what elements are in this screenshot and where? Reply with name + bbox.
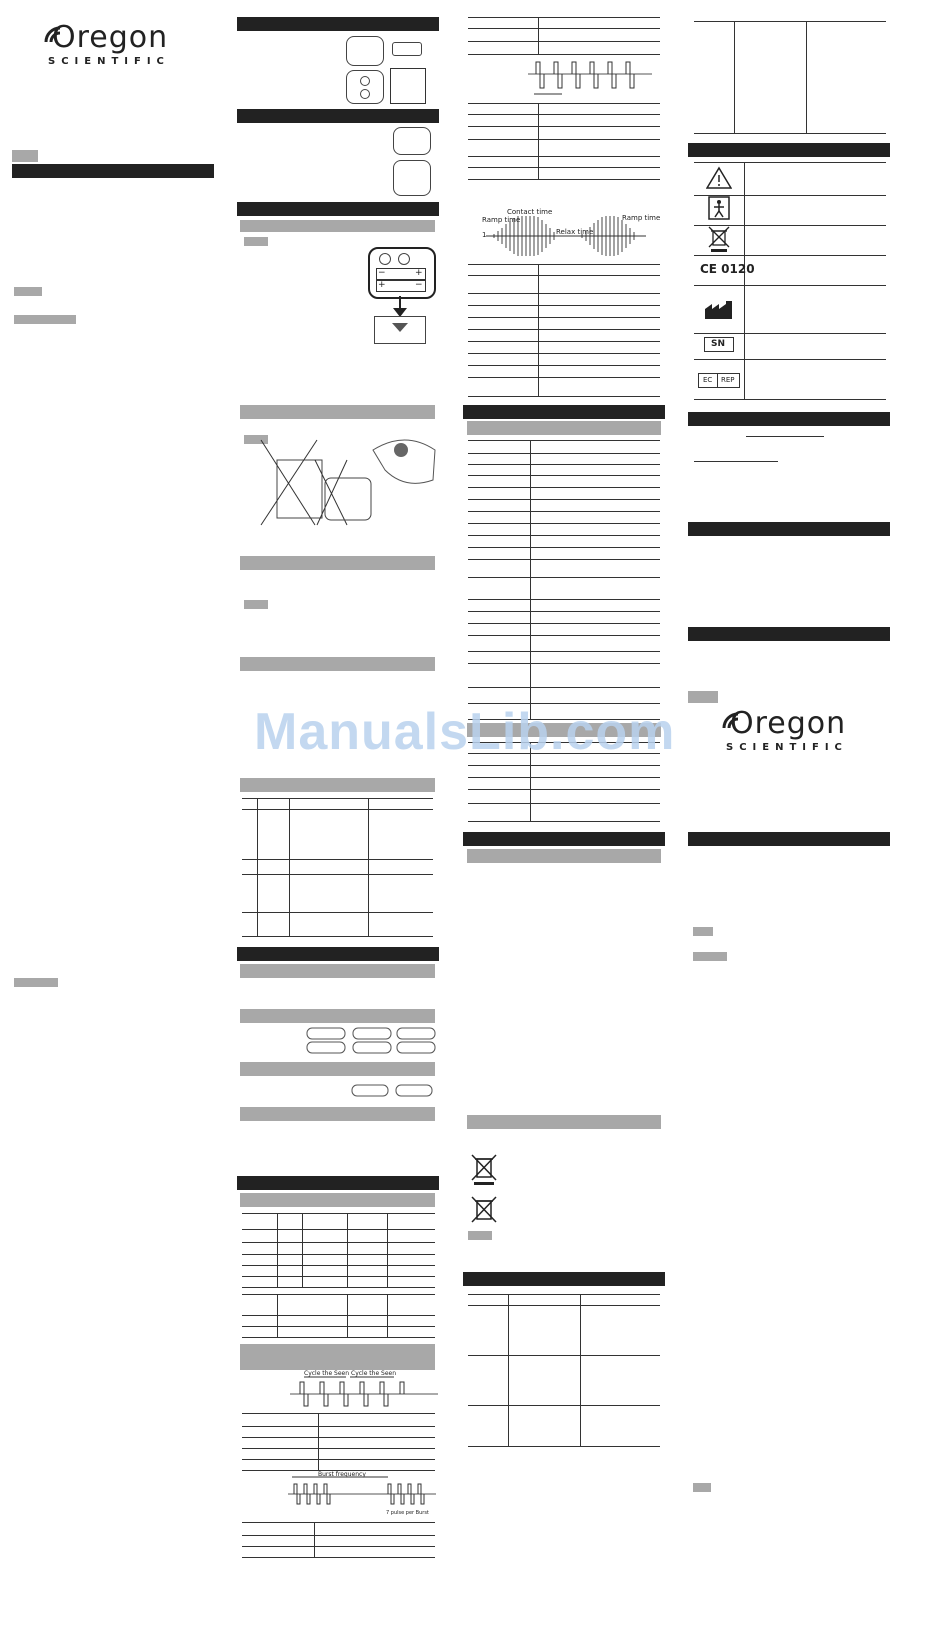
subsection-bar-placement <box>240 405 435 419</box>
section-bar-operation <box>237 947 439 961</box>
intensity-illustration <box>350 1083 436 1099</box>
subsection-bar-11 <box>240 1344 435 1370</box>
troubleshoot-table <box>242 798 433 937</box>
pulse-width-diagram <box>528 56 652 100</box>
package-illustration <box>390 68 426 104</box>
note-tag-7 <box>693 952 727 961</box>
note-tag-2 <box>14 315 76 324</box>
ec-label: EC <box>703 376 713 384</box>
section-bar-care <box>463 832 665 846</box>
subsection-bar-5 <box>240 778 435 792</box>
language-tag <box>12 150 38 162</box>
battery-cover-illustration <box>374 316 426 344</box>
subsection-bar-12 <box>467 421 661 435</box>
step-tag <box>244 600 268 609</box>
subsection-bar-9 <box>240 1107 435 1121</box>
step-tag <box>244 237 268 246</box>
watermark: ManualsLib.com <box>254 703 676 761</box>
brand-logo-bottom <box>720 706 870 756</box>
burst-frequency-label: Burst frequency <box>318 1471 366 1478</box>
note-tag-5 <box>688 691 718 703</box>
battery-plus: + <box>415 268 423 278</box>
weee-bin-icon <box>708 226 730 252</box>
subsection-bar-6 <box>240 964 435 978</box>
section-bar-symbols <box>688 143 890 157</box>
serial-number-label: SN <box>711 339 726 349</box>
section-bar-setup <box>237 202 439 216</box>
type-bf-body-icon <box>708 196 730 220</box>
spec-table-right <box>694 21 886 134</box>
brand-name: Oregon <box>730 706 847 741</box>
rep-label: REP <box>721 376 735 384</box>
section-bar-contact-2 <box>688 832 890 846</box>
section-bar-overview <box>237 17 439 31</box>
section-bar-specifications <box>463 405 665 419</box>
triangle-icon <box>392 323 408 333</box>
ramp-time-right-label: Ramp time <box>622 214 661 222</box>
brand-sub: SCIENTIFIC <box>726 742 848 753</box>
section-bar-programs <box>237 1176 439 1190</box>
subsection-bar-10 <box>240 1193 435 1207</box>
arrow-down-icon <box>390 296 410 318</box>
serial-number-box <box>704 337 734 352</box>
note-tag-1 <box>14 287 42 296</box>
subsection-bar-8 <box>240 1062 435 1076</box>
pulse-table-2 <box>242 1522 435 1558</box>
note-tag-8 <box>693 1483 711 1492</box>
brand-name: Oregon <box>52 20 169 55</box>
ce-mark: CE 0120 <box>700 262 755 276</box>
subsection-bar-7 <box>240 1009 435 1023</box>
weee-bin-icon <box>470 1153 498 1185</box>
subsection-bar-disposal <box>467 1115 661 1129</box>
button-icon <box>360 76 370 86</box>
subsection-bar-3 <box>240 556 435 570</box>
subsection-bar-4 <box>240 657 435 671</box>
warning-triangle-icon <box>706 166 732 190</box>
underline-link-1 <box>746 436 824 437</box>
note-tag-4 <box>468 1231 492 1240</box>
clip-icon <box>379 253 391 265</box>
cycle-label-left: Cycle the Seen <box>304 1370 350 1377</box>
ec-rep-box <box>698 373 740 388</box>
device-controls-illustration <box>393 127 431 155</box>
pulse-per-burst-label: 7 pulse per Burst <box>386 1510 429 1516</box>
warranty-table <box>468 1294 660 1447</box>
spec-table-top <box>468 17 660 55</box>
note-tag-3 <box>14 978 58 987</box>
device-back-illustration <box>346 70 384 104</box>
section-bar-contact <box>688 412 890 426</box>
ramp-time-left-label: Ramp time <box>482 216 521 224</box>
manufacturer-icon <box>704 300 734 320</box>
note-tag-6 <box>693 927 713 936</box>
underline-link-2 <box>694 461 778 462</box>
title-bar <box>12 164 214 178</box>
relax-time-label: Relax time <box>556 228 594 236</box>
device-front-illustration <box>346 36 384 66</box>
program-table-1 <box>242 1213 435 1288</box>
specifications-table <box>468 440 660 720</box>
cycle-label-right: Cycle the Seen <box>351 1370 397 1377</box>
battery-minus: − <box>378 268 386 278</box>
pulse-table-1 <box>242 1413 435 1471</box>
section-bar-about <box>688 522 890 536</box>
spec-table-waveform <box>468 264 660 397</box>
battery-disposal-icon <box>470 1195 498 1227</box>
cycle-pulse-diagram <box>290 1372 438 1412</box>
subsection-bar-battery <box>240 220 435 232</box>
start-marker-label: 1 <box>482 231 487 239</box>
battery-minus: − <box>415 280 423 290</box>
brand-sub: SCIENTIFIC <box>48 56 170 67</box>
section-bar-ec-declaration <box>688 627 890 641</box>
battery-plus: + <box>378 280 386 290</box>
brand-logo-top <box>42 20 192 70</box>
clip-icon <box>398 253 410 265</box>
button-icon <box>360 89 370 99</box>
spec-table-mid <box>468 103 660 180</box>
section-bar-controls <box>237 109 439 123</box>
section-bar-warranty <box>463 1272 665 1286</box>
device-display-illustration <box>393 160 431 196</box>
subsection-bar-14 <box>467 849 661 863</box>
contact-time-label: Contact time <box>507 208 553 216</box>
mode-sequence-illustration <box>305 1026 437 1056</box>
program-table-2 <box>242 1294 435 1338</box>
battery-illustration <box>368 247 436 299</box>
device-side-illustration <box>392 42 422 56</box>
placement-illustration <box>255 430 440 528</box>
